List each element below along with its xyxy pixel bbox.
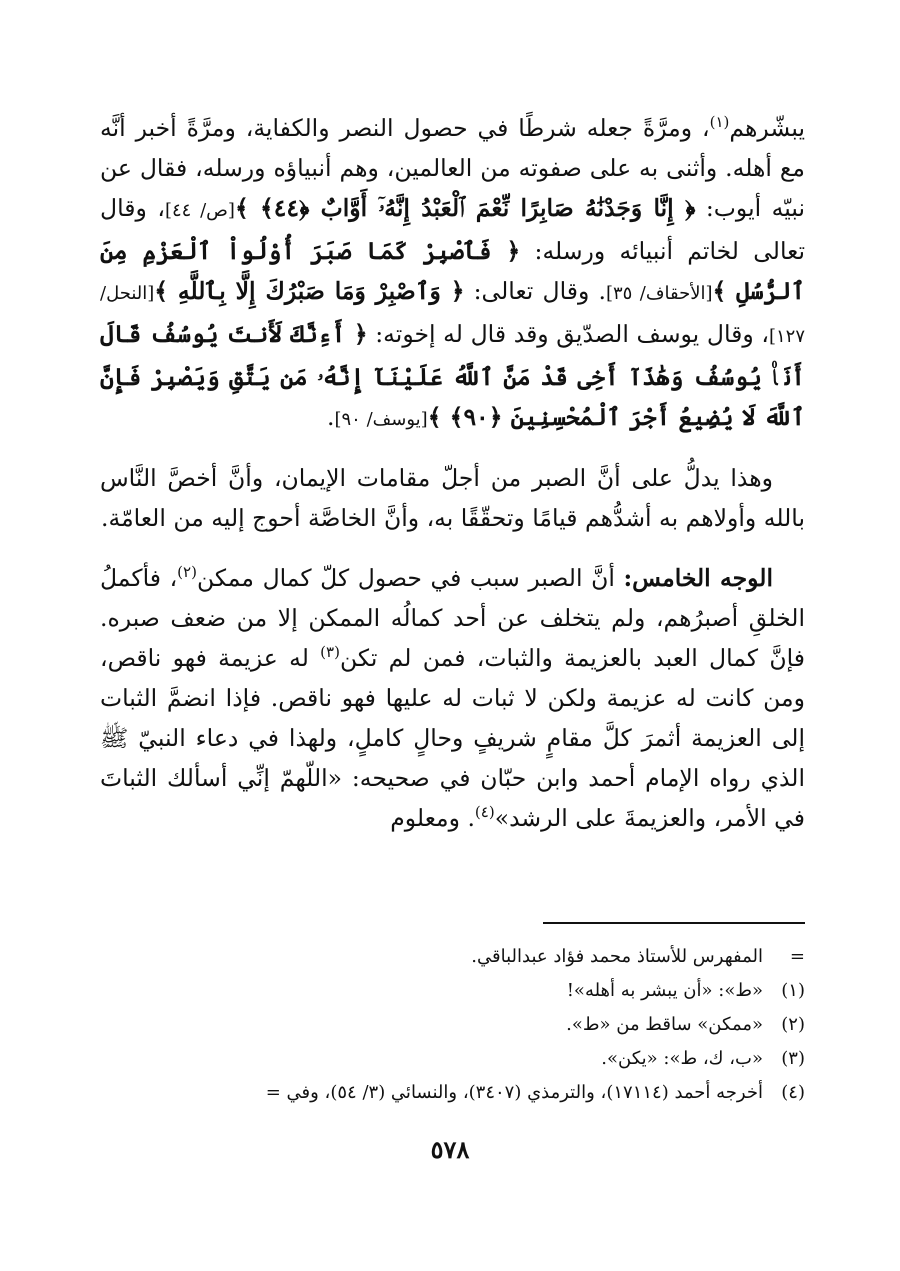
footnote-number: (١) <box>781 980 805 1001</box>
quran-verse-ahqaf-35: ﴿ فَٱصْبِرْ كَمَا صَبَرَ أُوْلُواْ ٱلْعَزْمِ مِنَ ٱلرُّسُلِ ﴾ <box>100 237 805 305</box>
text-run: ، وقال تعالى لخاتم أنبيائه ورسله: <box>100 194 805 265</box>
footnote-number: (٤) <box>781 1082 805 1103</box>
text-run: . <box>327 403 335 431</box>
paragraph-1 <box>100 108 805 440</box>
main-text <box>100 108 805 838</box>
footnote-item <box>100 940 805 974</box>
verse-reference: [ص/ ٤٤] <box>164 200 235 221</box>
footnote-text: «ط»: «أن يبشر به أهله»! <box>566 980 763 1001</box>
page-number: ٥٧٨ <box>430 1135 470 1164</box>
footnote-text: المفهرس للأستاذ محمد فؤاد عبدالباقي. <box>471 946 763 967</box>
footnote-item <box>100 1076 805 1110</box>
footnote-marker-3: (٣) <box>320 643 340 662</box>
verse-reference: [النحل/ ١٢٧] <box>100 283 805 347</box>
footnote-text: أخرجه أحمد (١٧١١٤)، والترمذي (٣٤٠٧)، والنسائي (٣/ ٥٤)، وفي = <box>265 1082 763 1103</box>
text-run: أنَّ الصبر سبب في حصول كلّ كمال ممكن <box>196 564 624 592</box>
footnote-number: = <box>789 946 805 967</box>
quran-verse-yusuf-90: ﴿ أَءِنَّكَ لَأَنتَ يُوسُفُ قَالَ أَنَا۠ يُوسُفُ وَهَٰذَآ أَخِى قَدْ مَنَّ ٱللَّهُ عَلَيْنَآ إِنَّهُۥ مَن يَتَّقِ وَيَصْبِرْ فَإِنَّ ٱللَّهَ لَا يُضِيعُ أَجْرَ ٱلْمُحْسِنِينَ ﴿٩٠﴾ ﴾ <box>100 320 805 431</box>
text-run: . وقال تعالى: <box>464 277 606 305</box>
quran-verse-nahl-127: ﴿ وَٱصْبِرْ وَمَا صَبْرُكَ إِلَّا بِٱللَّهِ ﴾ <box>154 277 465 305</box>
footnote-number: (٢) <box>781 1014 805 1035</box>
footnote-marker-2: (٢) <box>177 563 197 582</box>
footnote-marker-4: (٤) <box>474 803 495 822</box>
footnote-marker-1: (١) <box>709 113 730 132</box>
footnote-item <box>100 1042 805 1076</box>
paragraph-2: وهذا يدلُّ على أنَّ الصبر من أجلّ مقامات الإيمان، وأنَّ أخصَّ النَّاس بالله وأولاهم به أشدُّهم قيامًا وتحقّقًا به، وأنَّ الخاصَّة أحوج إليه من العامّة. <box>100 464 805 532</box>
footnote-text: «ممكن» ساقط من «ط». <box>566 1014 763 1035</box>
text-run: ، وقال يوسف الصدّيق وقد قال له إخوته: <box>367 320 769 348</box>
paragraph-3 <box>100 558 805 838</box>
footnote-separator <box>543 922 805 924</box>
text-run: . ومعلوم <box>390 804 475 832</box>
text-run: يبشّرهم <box>729 114 805 142</box>
quran-verse-sad-44: ﴿ إِنَّا وَجَدْنَٰهُ صَابِرًا نِّعْمَ ٱلْعَبْدُ إِنَّهُۥٓ أَوَّابٌ ﴿٤٤﴾ ﴾ <box>234 194 696 222</box>
verse-reference: [الأحقاف/ ٣٥] <box>605 283 713 304</box>
footnote-item <box>100 974 805 1008</box>
text-run: ، ومرَّةً جعله شرطًا في حصول النصر والكفاية، ومرَّةً أخبر أنَّه مع أهله. وأثنى به على صفوته من العالمين، وهم أنبياؤه ورسله، فقال عن نبيّه أيوب: <box>100 114 805 222</box>
verse-reference: [يوسف/ ٩٠] <box>334 409 428 430</box>
section-heading: الوجه الخامس: <box>623 564 773 592</box>
text-run: ، فأكملُ الخلقِ أصبرُهم، ولم يتخلف عن أحد كمالُه الممكن إلا من ضعف صبره. فإنَّ كمال العبد بالعزيمة والثبات، فمن لم تكن <box>100 564 806 672</box>
footnote-item <box>100 1008 805 1042</box>
footnote-text: «ب، ك، ط»: «يكن». <box>601 1048 763 1069</box>
footnote-number: (٣) <box>781 1048 805 1069</box>
text-run: له عزيمة فهو ناقص، ومن كانت له عزيمة ولكن لا ثبات له عليها فهو ناقص. فإذا انضمَّ الثبات إلى العزيمة أثمرَ كلَّ مقامٍ شريفٍ وحالٍ كاملٍ، ولهذا في دعاء النبيّ ﷺ الذي رواه الإمام أحمد وابن حبّان في صحيحه: «اللّهمّ إنِّي أسألك الثباتَ في الأمر، والعزيمةَ على الرشد» <box>100 644 805 832</box>
footnotes <box>100 940 805 1110</box>
